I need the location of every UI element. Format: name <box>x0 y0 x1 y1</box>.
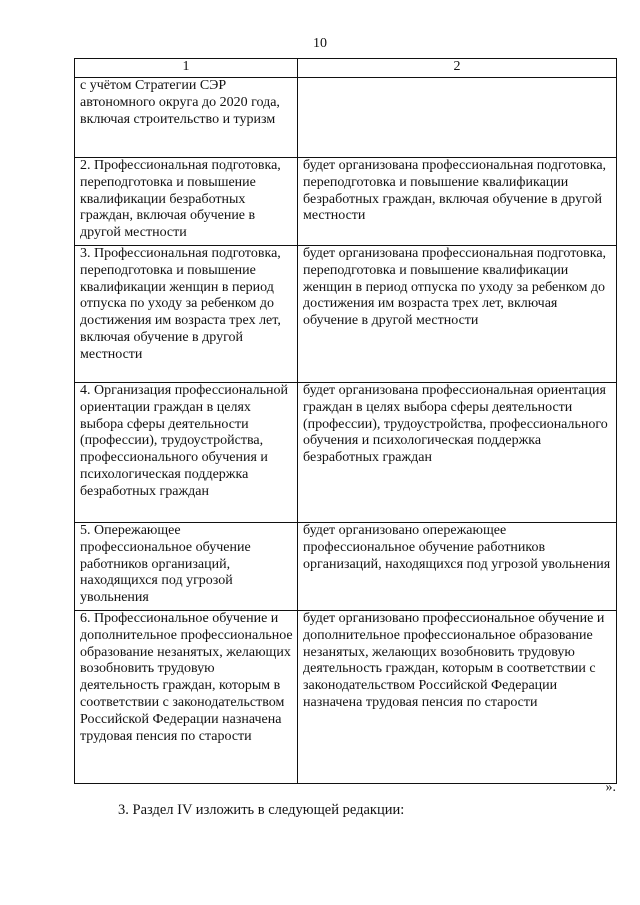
table-row <box>75 383 617 523</box>
column-header-2: 2 <box>298 59 617 78</box>
table-header-row <box>75 59 617 78</box>
table-cell-activity: с учётом Стратегии СЭР автономного округа до 2020 года, включая строительство и туризм <box>75 78 298 158</box>
table-cell-result: будет организовано опережающее профессиональное обучение работников организаций, находящихся под угрозой увольнения <box>298 523 617 611</box>
table-cell-activity: 5. Опережающее профессиональное обучение работников организаций, находящихся под угрозой увольнения <box>75 523 298 611</box>
table-row <box>75 78 617 158</box>
table-row <box>75 246 617 383</box>
table-cell-result: будет организована профессиональная подготовка, переподготовка и повышение квалификации безработных граждан, включая обучение в другой местности <box>298 158 617 246</box>
table-cell-activity: 3. Профессиональная подготовка, переподготовка и повышение квалификации женщин в период отпуска по уходу за ребенком до достижения им возраста трех лет, включая обучение в другой местности <box>75 246 298 383</box>
table-cell-result: будет организована профессиональная ориентация граждан в целях выбора сферы деятельности (профессии), трудоустройства, профессионального обучения и психологическая поддержка безработных граждан <box>298 383 617 523</box>
table-cell-result: будет организовано профессиональное обучение и дополнительное профессиональное образование незанятых, желающих возобновить трудовую деятельность граждан, которым в соответствии с законодательством Российской Федерации назначена трудовая пенсия по старости <box>298 611 617 784</box>
table-cell-result: будет организована профессиональная подготовка, переподготовка и повышение квалификации женщин в период отпуска по уходу за ребенком до достижения им возраста трех лет, включая обучение в другой местности <box>298 246 617 383</box>
amendment-instruction: 3. Раздел IV изложить в следующей редакции: <box>118 802 405 818</box>
table-row <box>75 523 617 611</box>
program-table <box>74 58 617 784</box>
table-cell-result <box>298 78 617 158</box>
page-number: 10 <box>313 36 327 51</box>
table-cell-activity: 6. Профессиональное обучение и дополнительное профессиональное образование незанятых, желающих возобновить трудовую деятельность граждан, которым в соответствии с законодательством Российской Федерации назначена трудовая пенсия по старости <box>75 611 298 784</box>
table-cell-activity: 4. Организация профессиональной ориентации граждан в целях выбора сферы деятельности (профессии), трудоустройства, профессионального обучения и психологическая поддержка безработных граждан <box>75 383 298 523</box>
table-row <box>75 611 617 784</box>
table-cell-activity: 2. Профессиональная подготовка, переподготовка и повышение квалификации безработных граждан, включая обучение в другой местности <box>75 158 298 246</box>
column-header-1: 1 <box>75 59 298 78</box>
closing-quote: ». <box>605 780 616 795</box>
table-row <box>75 158 617 246</box>
